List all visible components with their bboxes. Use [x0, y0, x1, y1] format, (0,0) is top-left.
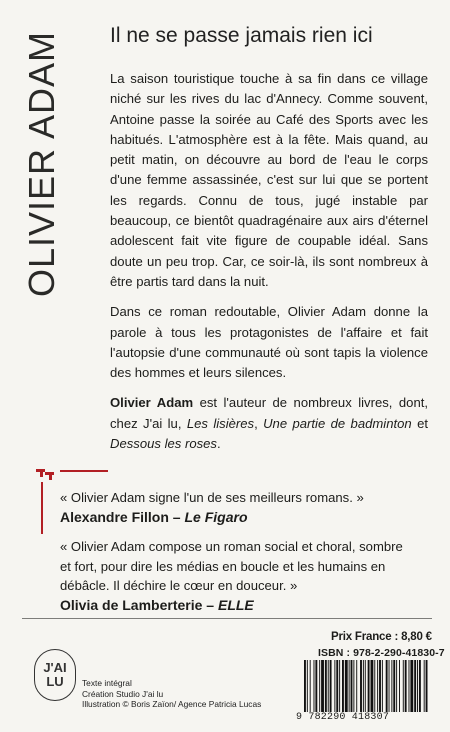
logo-line-2: LU	[46, 674, 64, 689]
author-bio-sep-1: ,	[254, 415, 264, 431]
press-quote-2: « Olivier Adam compose un roman social et choral, sombre et fort, pour dire les médias en boucle et les humains en débâcle. Il déchire le cœur en douceur. »	[60, 539, 403, 593]
barcode-icon	[302, 660, 428, 716]
credit-line-2: Création Studio J'ai lu	[82, 688, 164, 699]
press-outlet-2: ELLE	[217, 596, 254, 613]
price-label: Prix France : 8,80 €	[331, 631, 432, 643]
barcode-graphic	[302, 660, 428, 716]
press-name-2: Olivia de Lamberterie	[60, 596, 203, 613]
author-name-vertical	[21, 30, 62, 298]
credit-line-1: Texte intégral	[82, 678, 132, 688]
press-outlet-1: Le Figaro	[184, 508, 248, 525]
quote-mark-icon	[36, 469, 56, 535]
publisher-logo	[34, 649, 76, 701]
book-ref-1: Les lisières	[186, 415, 255, 431]
credit-line-3: Illustration © Boris Zaïon/ Agence Patricia Lucas	[82, 699, 262, 709]
book-ref-3: Dessous les roses	[110, 436, 217, 452]
press-name-1: Alexandre Fillon	[60, 508, 169, 525]
isbn-label: ISBN : 978-2-290-41830-7	[318, 647, 445, 659]
red-divider	[60, 470, 108, 472]
blurb-paragraph-2: Dans ce roman redoutable, Olivier Adam donne la parole à tous les protagonistes de l'affaire et fait l'autopsie d'une communauté où sont tapis la violence des hommes et leurs silences.	[110, 304, 428, 381]
author-bio-end: .	[216, 436, 221, 452]
author-bio	[110, 393, 428, 454]
book-ref-2: Une partie de badminton	[263, 415, 412, 431]
barcode-digits: 9 782290 418307	[296, 712, 390, 723]
author-bio-name: Olivier Adam	[110, 395, 194, 411]
author-name-text: OLIVIER ADAM	[21, 30, 62, 298]
logo-line-1: J'AI	[43, 660, 67, 675]
press-quotes	[60, 488, 410, 625]
blurb-paragraph-1: La saison touristique touche à sa fin dans ce village niché sur les rives du lac d'Annecy. Comme souvent, Antoine passe la soirée au Café des Sports avec les habitués. L'atmosphère est à la fête. Mais quand, au petit matin, on découvre au bord de l'eau le corps d'une femme assassinée, c'est sur lui que se portent les regards. Connu de tous, jugé instable par beaucoup, ce bientôt quadragénaire aux airs d'éternel adolescent fait vite figure de coupable idéal. Sans doute un peu trop. Car, ce soir-là, ils sont nombreux à être partis tard dans la nuit.	[110, 71, 428, 289]
press-source-2	[60, 596, 410, 616]
bottom-divider	[22, 618, 432, 619]
press-source-1	[60, 508, 410, 528]
press-dash-2: –	[202, 596, 218, 613]
book-title: Il ne se passe jamais rien ici	[110, 24, 373, 47]
back-cover-blurb	[110, 69, 428, 464]
author-bio-sep-2: et	[411, 415, 428, 431]
press-quote-1: « Olivier Adam signe l'un de ses meilleurs romans. »	[60, 490, 364, 505]
author-bio-text: est l'auteur de nombreux livres, dont, chez J'ai lu,	[110, 395, 428, 431]
credits	[82, 678, 261, 710]
press-dash-1: –	[168, 508, 185, 525]
